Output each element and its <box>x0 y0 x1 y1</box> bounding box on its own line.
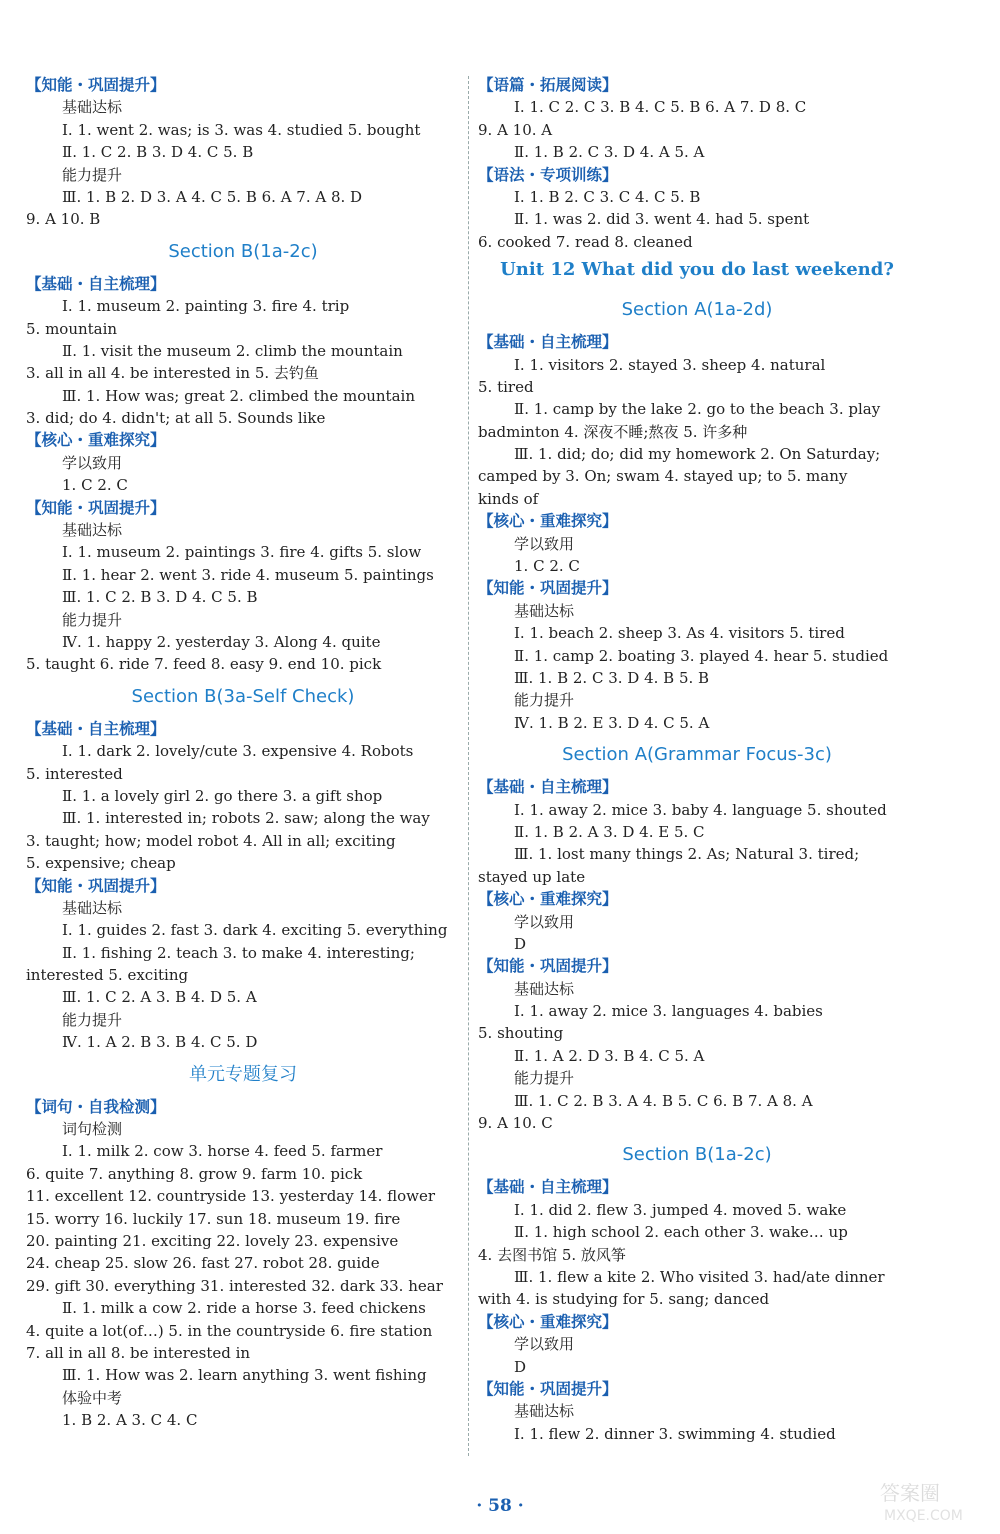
answer-line: 1. C 2. C <box>62 476 128 495</box>
answer-line: 5. taught 6. ride 7. feed 8. easy 9. end 10. pick <box>26 655 382 674</box>
answer-line: Ⅰ. 1. visitors 2. stayed 3. sheep 4. natural <box>514 355 826 374</box>
answer-line: Ⅱ. 1. high school 2. each other 3. wake… up <box>514 1223 848 1242</box>
answer-line: with 4. is studying for 5. sang; danced <box>478 1290 770 1309</box>
answer-line: Ⅳ. 1. B 2. E 3. D 4. C 5. A <box>514 713 710 732</box>
section-tag: 【知能・巩固提升】 <box>478 579 618 598</box>
answer-line: 6. cooked 7. read 8. cleaned <box>478 232 693 251</box>
answer-line: 4. quite a lot(of…) 5. in the countryside 6. fire station <box>26 1321 433 1340</box>
answer-line: Ⅲ. 1. How was 2. learn anything 3. went fishing <box>62 1366 427 1385</box>
subheading: D <box>514 934 527 953</box>
answer-line: Ⅰ. 1. dark 2. lovely/cute 3. expensive 4. Robots <box>62 742 414 761</box>
answer-line: Ⅰ. 1. museum 2. painting 3. fire 4. trip <box>62 297 350 316</box>
answer-line: 9. A 10. B <box>26 210 101 229</box>
section-tag: 【知能・巩固提升】 <box>478 957 618 976</box>
answer-line: Ⅱ. 1. camp 2. boating 3. played 4. hear 5. studied <box>514 646 889 665</box>
subheading: 基础达标 <box>514 1402 575 1421</box>
answer-line: Ⅲ. 1. C 2. A 3. B 4. D 5. A <box>62 988 257 1007</box>
answer-line: stayed up late <box>478 867 586 886</box>
answer-line: 3. did; do 4. didn't; at all 5. Sounds like <box>26 409 326 428</box>
answer-line: Ⅳ. 1. A 2. B 3. B 4. C 5. D <box>62 1033 258 1052</box>
answer-line: Ⅱ. 1. A 2. D 3. B 4. C 5. A <box>514 1046 705 1065</box>
answer-line: Ⅱ. 1. camp by the lake 2. go to the beach 3. play <box>514 400 881 419</box>
section-tag: 【知能・巩固提升】 <box>26 498 166 517</box>
section-tag: 【知能・巩固提升】 <box>26 76 166 94</box>
answer-line: 5. mountain <box>26 319 118 338</box>
answer-line: Ⅱ. 1. C 2. B 3. D 4. C 5. B <box>62 143 254 162</box>
section-heading: 单元专题复习 <box>189 1063 297 1085</box>
answer-line: camped by 3. On; swam 4. stayed up; to 5. many <box>478 467 848 486</box>
section-tag: 【知能・巩固提升】 <box>478 1379 618 1398</box>
unit-title: Unit 12 What did you do last weekend? <box>500 259 894 281</box>
section-heading: Section B(1a-2c) <box>622 1144 772 1166</box>
answer-line: 11. excellent 12. countryside 13. yesterday 14. flower <box>26 1187 436 1206</box>
subheading: 能力提升 <box>62 165 123 184</box>
answer-line: Ⅲ. 1. B 2. D 3. A 4. C 5. B 6. A 7. A 8. D <box>62 187 363 206</box>
answer-line: 5. expensive; cheap <box>26 854 176 873</box>
subheading: 能力提升 <box>514 691 575 710</box>
answer-line: Ⅲ. 1. B 2. C 3. D 4. B 5. B <box>514 668 710 687</box>
answer-line: badminton 4. 深夜不睡;熬夜 5. 许多种 <box>478 422 748 441</box>
answer-line: 3. taught; how; model robot 4. All in all; exciting <box>26 831 396 850</box>
answer-line: Ⅳ. 1. happy 2. yesterday 3. Along 4. quite <box>62 632 381 651</box>
answer-line: 5. shouting <box>478 1024 564 1043</box>
section-tag: 【核心・重难探究】 <box>478 890 618 909</box>
answer-line: Ⅲ. 1. interested in; robots 2. saw; along the way <box>62 809 430 828</box>
subheading: 学以致用 <box>514 912 575 931</box>
answer-line: Ⅱ. 1. visit the museum 2. climb the mountain <box>62 341 403 360</box>
section-tag: 【基础・自主梳理】 <box>478 1178 618 1197</box>
answer-line: 5. tired <box>478 377 534 396</box>
answer-line: 29. gift 30. everything 31. interested 32. dark 33. hear <box>26 1276 443 1295</box>
section-tag: 【词句・自我检测】 <box>26 1097 166 1116</box>
answer-line: Ⅰ. 1. away 2. mice 3. languages 4. babies <box>514 1002 823 1021</box>
answer-line: Ⅱ. 1. B 2. A 3. D 4. E 5. C <box>514 822 705 841</box>
section-tag: 【基础・自主梳理】 <box>26 274 166 293</box>
subheading: 学以致用 <box>514 1335 575 1354</box>
answer-line: Ⅲ. 1. lost many things 2. As; Natural 3. tired; <box>514 845 860 864</box>
answer-line: 6. quite 7. anything 8. grow 9. farm 10. pick <box>26 1164 363 1183</box>
answer-line: Ⅰ. 1. museum 2. paintings 3. fire 4. gifts 5. slow <box>62 543 422 562</box>
section-tag: 【核心・重难探究】 <box>478 1312 618 1331</box>
answer-line: Ⅲ. 1. How was; great 2. climbed the mountain <box>62 386 415 405</box>
subheading: 基础达标 <box>514 979 575 998</box>
subheading: 基础达标 <box>62 898 123 917</box>
section-heading: Section A(Grammar Focus-3c) <box>562 744 832 766</box>
section-tag: 【知能・巩固提升】 <box>26 876 166 895</box>
section-tag: 【基础・自主梳理】 <box>478 333 618 352</box>
svg-text:MXQE.COM: MXQE.COM <box>884 1508 963 1524</box>
subheading: 词句检测 <box>62 1120 123 1139</box>
answer-line: Ⅲ. 1. flew a kite 2. Who visited 3. had/ate dinner <box>514 1267 885 1286</box>
answer-line: 9. A 10. C <box>478 1114 553 1133</box>
subheading: D <box>514 1357 527 1376</box>
subheading: 学以致用 <box>62 453 123 472</box>
answer-line: Ⅱ. 1. B 2. C 3. D 4. A 5. A <box>514 143 705 162</box>
answer-line: 20. painting 21. exciting 22. lovely 23. expensive <box>26 1231 399 1250</box>
section-heading: Section A(1a-2d) <box>621 299 773 321</box>
subheading: 能力提升 <box>62 1010 123 1029</box>
subheading: 体验中考 <box>62 1388 123 1407</box>
column-divider <box>468 76 469 1456</box>
answer-line: 7. all in all 8. be interested in <box>26 1343 251 1362</box>
answer-line: 3. all in all 4. be interested in 5. 去钓鱼 <box>26 364 319 383</box>
section-tag: 【语篇・拓展阅读】 <box>478 76 618 94</box>
section-tag: 【核心・重难探究】 <box>478 512 618 531</box>
answer-line: 4. 去图书馆 5. 放风筝 <box>478 1245 626 1264</box>
answer-line: Ⅰ. 1. B 2. C 3. C 4. C 5. B <box>514 187 701 206</box>
answer-line: 15. worry 16. luckily 17. sun 18. museum 19. fire <box>26 1209 401 1228</box>
answer-line: 9. A 10. A <box>478 120 553 139</box>
page-number-value: 58 <box>488 1496 512 1516</box>
subheading: 基础达标 <box>62 521 123 540</box>
watermark-logo <box>876 1476 986 1526</box>
answer-line: 5. interested <box>26 764 123 783</box>
answer-line: Ⅱ. 1. fishing 2. teach 3. to make 4. interesting; <box>62 943 415 962</box>
section-tag: 【核心・重难探究】 <box>26 431 166 450</box>
right-answer-column <box>478 74 916 1445</box>
answer-line: Ⅲ. 1. C 2. B 3. D 4. C 5. B <box>62 588 258 607</box>
section-heading: Section B(3a-Self Check) <box>131 685 355 707</box>
answer-line: Ⅱ. 1. milk a cow 2. ride a horse 3. feed chickens <box>62 1299 426 1318</box>
section-heading: Section B(1a-2c) <box>168 240 318 262</box>
answer-line: Ⅰ. 1. flew 2. dinner 3. swimming 4. studied <box>514 1424 836 1443</box>
subheading: 基础达标 <box>514 601 575 620</box>
answer-line: Ⅲ. 1. C 2. B 3. A 4. B 5. C 6. B 7. A 8. A <box>514 1091 813 1110</box>
answer-line: Ⅰ. 1. away 2. mice 3. baby 4. language 5. shouted <box>514 800 887 819</box>
section-tag: 【语法・专项训练】 <box>478 165 618 184</box>
svg-text:答案圈: 答案圈 <box>880 1481 940 1505</box>
answer-line: Ⅰ. 1. milk 2. cow 3. horse 4. feed 5. farmer <box>62 1142 383 1161</box>
answer-line: Ⅰ. 1. guides 2. fast 3. dark 4. exciting 5. everything <box>62 921 448 940</box>
subheading: 基础达标 <box>62 98 123 117</box>
subheading: 能力提升 <box>62 610 123 629</box>
answer-line: Ⅲ. 1. did; do; did my homework 2. On Saturday; <box>514 445 881 464</box>
answer-line: Ⅱ. 1. hear 2. went 3. ride 4. museum 5. paintings <box>62 565 434 584</box>
answer-line: 1. B 2. A 3. C 4. C <box>62 1411 198 1430</box>
answer-line: Ⅰ. 1. went 2. was; is 3. was 4. studied 5. bought <box>62 120 421 139</box>
answer-line: Ⅱ. 1. was 2. did 3. went 4. had 5. spent <box>514 210 810 229</box>
answer-line: interested 5. exciting <box>26 966 189 985</box>
answer-line: 1. C 2. C <box>514 557 580 576</box>
page-number: · 58 · <box>476 1496 524 1516</box>
subheading: 学以致用 <box>514 534 575 553</box>
section-tag: 【基础・自主梳理】 <box>478 778 618 797</box>
answer-line: kinds of <box>478 489 539 508</box>
left-answer-column <box>26 74 460 1431</box>
answer-line: 24. cheap 25. slow 26. fast 27. robot 28. guide <box>26 1254 380 1273</box>
answer-line: Ⅱ. 1. a lovely girl 2. go there 3. a gift shop <box>62 786 383 805</box>
answer-line: Ⅰ. 1. C 2. C 3. B 4. C 5. B 6. A 7. D 8. C <box>514 98 807 117</box>
subheading: 能力提升 <box>514 1069 575 1088</box>
answer-line: Ⅰ. 1. did 2. flew 3. jumped 4. moved 5. wake <box>514 1200 847 1219</box>
answer-line: Ⅰ. 1. beach 2. sheep 3. As 4. visitors 5. tired <box>514 624 845 643</box>
section-tag: 【基础・自主梳理】 <box>26 719 166 738</box>
